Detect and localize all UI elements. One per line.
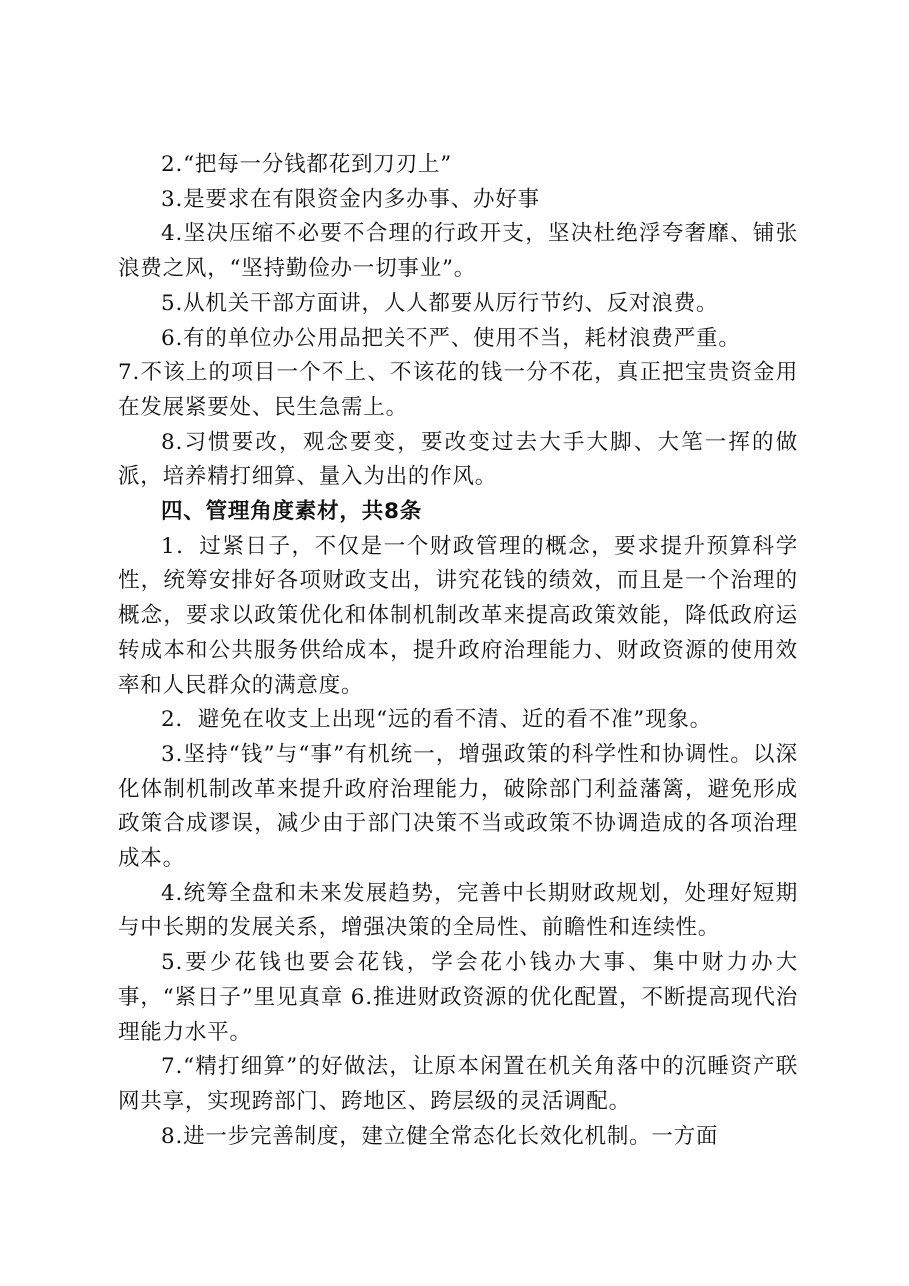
- section-paragraph-8: 8.进一步完善制度，建立健全常态化长效化机制。一方面: [161, 1123, 719, 1149]
- paragraph-2: 2.“把每一分钱都花到刀刃上”: [161, 152, 452, 177]
- section-paragraph-2: 2．避免在收支上出现“远的看不清、近的看不准”现象。: [161, 707, 712, 733]
- section-paragraph-3: 3.坚持“钱”与“事”有机统一，增强政策的科学性和协调性。以深化体制机制改革来提升政府治理能力，破除部门利益藩篱，避免形成政策合成谬误，减少由于部门决策不当或政策不协调造成的各项治理成本。: [118, 741, 798, 872]
- section-paragraph-1: 1．过紧日子，不仅是一个财政管理的概念，要求提升预算科学性，统筹安排好各项财政支出，讲究花钱的绩效，而且是一个治理的概念，要求以政策优化和体制机制改革来提高政策效能，降低政府运转成本和公共服务供给成本，提升政府治理能力、财政资源的使用效率和人民群众的满意度。: [118, 533, 798, 698]
- section-paragraph-4: 4.统筹全盘和未来发展趋势，完善中长期财政规划，处理好短期与中长期的发展关系，增强决策的全局性、前瞻性和连续性。: [118, 880, 798, 941]
- section-heading: 四、管理角度素材，共8条: [161, 499, 423, 525]
- document-body: [118, 148, 798, 1154]
- paragraph-7: 7.不该上的项目一个不上、不该花的钱一分不花，真正把宝贵资金用在发展紧要处、民生急需上。: [118, 360, 798, 420]
- paragraph-5: 5.从机关干部方面讲，人人都要从厉行节约、反对浪费。: [161, 290, 719, 316]
- section-paragraph-5-6: 5.要少花钱也要会花钱，学会花小钱办大事、集中财力办大事，“紧日子”里见真章 6.推进财政资源的优化配置，不断提高现代治理能力水平。: [118, 950, 798, 1045]
- paragraph-3: 3.是要求在有限资金内多办事、办好事: [161, 186, 540, 212]
- section-paragraph-7: 7.“精打细算”的好做法，让原本闲置在机关角落中的沉睡资产联网共享，实现跨部门、跨地区、跨层级的灵活调配。: [118, 1054, 798, 1114]
- paragraph-4: 4.坚决压缩不必要不合理的行政开支，坚决杜绝浮夸奢靡、铺张浪费之风，“坚持勤俭办一切事业”。: [118, 221, 798, 282]
- paragraph-6: 6.有的单位办公用品把关不严、使用不当，耗材浪费严重。: [161, 325, 741, 351]
- paragraph-8: 8.习惯要改，观念要变，要改变过去大手大脚、大笔一挥的做派，培养精打细算、量入为出的作风。: [118, 429, 798, 490]
